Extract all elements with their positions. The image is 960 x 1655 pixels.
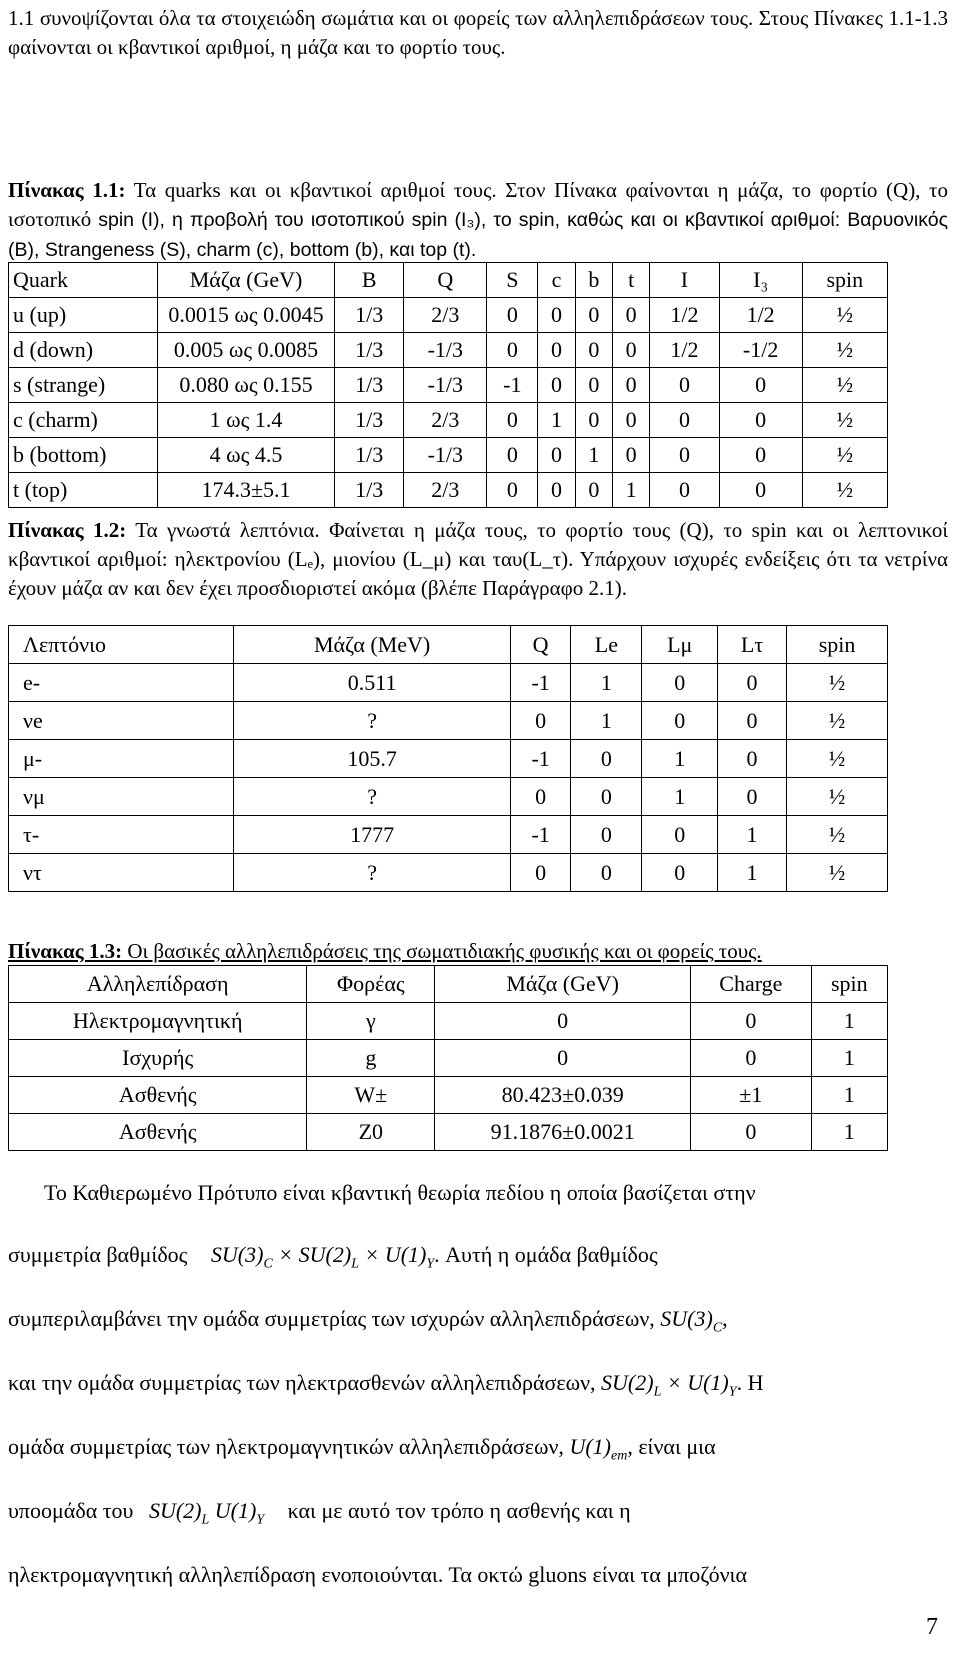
table-cell: 0 <box>650 368 719 403</box>
table-cell: 0 <box>650 473 719 508</box>
table-row <box>9 1003 888 1040</box>
body-line-5 <box>8 1434 716 1464</box>
table-cell: 0 <box>435 1003 691 1040</box>
header-cell: Charge <box>691 966 812 1003</box>
table-cell: Ασθενής <box>9 1114 307 1151</box>
table-cell: 1/3 <box>335 438 404 473</box>
table-cell: 0 <box>691 1040 812 1077</box>
table-cell: W± <box>307 1077 435 1114</box>
table-cell: ½ <box>802 368 887 403</box>
body-line-2 <box>8 1242 948 1272</box>
table-row <box>9 1077 888 1114</box>
table-cell: 1/2 <box>650 333 719 368</box>
table-cell: 2/3 <box>404 473 487 508</box>
body-line-1: Το Καθιερωμένο Πρότυπο είναι κβαντική θεωρία πεδίου η οποία βασίζεται στην <box>44 1180 756 1205</box>
table-cell: γ <box>307 1003 435 1040</box>
table-cell: 0 <box>538 333 575 368</box>
table-cell: 1 <box>811 1077 887 1114</box>
table-cell: ½ <box>802 333 887 368</box>
header-cell: Λεπτόνιο <box>9 626 234 664</box>
table-cell: 0 <box>612 368 649 403</box>
table3-caption-text: Οι βασικές αλληλεπιδράσεις της σωματιδιακής φυσικής και οι φορείς τους. <box>122 939 762 963</box>
em-group-formula: $U(1)_{em}$ <box>569 1434 628 1464</box>
table-cell: ½ <box>802 473 887 508</box>
table-cell: 1 <box>642 740 718 778</box>
table-cell: e- <box>9 664 234 702</box>
table-cell: 0 <box>487 473 538 508</box>
table-cell: 0 <box>487 438 538 473</box>
table-cell: 1/3 <box>335 403 404 438</box>
header-cell: Φορέας <box>307 966 435 1003</box>
table-cell: 0 <box>612 438 649 473</box>
table-cell: ½ <box>802 438 887 473</box>
header-cell: Lτ <box>718 626 787 664</box>
table3-caption-label: Πίνακας 1.3: <box>8 939 123 963</box>
table-cell: 0 <box>719 403 802 438</box>
table-cell: νμ <box>9 778 234 816</box>
table-cell: -1/2 <box>719 333 802 368</box>
table-cell: 91.1876±0.0021 <box>435 1114 691 1151</box>
table-cell: u (up) <box>9 298 158 333</box>
table-cell: 105.7 <box>234 740 511 778</box>
header-cell: I <box>650 263 719 298</box>
table-cell: 1 <box>571 702 642 740</box>
table-cell: 0 <box>487 333 538 368</box>
table-cell: 1 <box>718 854 787 892</box>
table-cell: 0.0015 ως 0.0045 <box>158 298 335 333</box>
table-cell: 4 ως 4.5 <box>158 438 335 473</box>
header-cell: t <box>612 263 649 298</box>
subgroup-formula: $SU(2)_L$ $U(1)_Y$ <box>148 1498 265 1528</box>
table-cell: -1 <box>487 368 538 403</box>
table-cell: -1/3 <box>404 333 487 368</box>
header-cell: Q <box>404 263 487 298</box>
body-line-7: ηλεκτρομαγνητική αλληλεπίδραση ενοποιούνται. Τα οκτώ gluons είναι τα μποζόνια <box>8 1562 747 1587</box>
table-cell: 1/2 <box>719 298 802 333</box>
table-cell: 0 <box>719 438 802 473</box>
table-cell: ½ <box>802 298 887 333</box>
header-cell: spin <box>802 263 887 298</box>
table-cell: 1 <box>718 816 787 854</box>
table-cell: 0 <box>575 368 612 403</box>
table-row <box>9 403 888 438</box>
table-row <box>9 1040 888 1077</box>
table-cell: 0.080 ως 0.155 <box>158 368 335 403</box>
header-cell: Q <box>510 626 570 664</box>
table-cell: ? <box>234 702 511 740</box>
table2-caption-label: Πίνακας 1.2: <box>8 518 127 542</box>
table-cell: -1/3 <box>404 438 487 473</box>
table-cell: Ασθενής <box>9 1077 307 1114</box>
body-line-4 <box>8 1370 763 1400</box>
header-cell: Quark <box>9 263 158 298</box>
table-cell: -1 <box>510 816 570 854</box>
table-cell: ½ <box>787 702 888 740</box>
table-cell: 0 <box>718 664 787 702</box>
table2-caption-text: Τα γνωστά λεπτόνια. Φαίνεται η μάζα τους, το φορτίο τους (Q), το spin και οι λεπτονικοί κβαντικοί αριθμοί: ηλεκτρονίου (Lₑ), μιονίου (L_μ) και ταυ(L_τ). Υπάρχουν ισχυρές ενδείξεις ότι τα νετρίνα έχουν μάζα αν και δεν έχει προσδιοριστεί ακόμα (βλέπε Παράγραφο 2.1). <box>8 518 948 600</box>
header-cell: Μάζα (GeV) <box>158 263 335 298</box>
table-cell: b (bottom) <box>9 438 158 473</box>
body-text: και με αυτό τον τρόπο η ασθενής και η <box>287 1498 631 1523</box>
table-cell: 1/3 <box>335 473 404 508</box>
table-cell: 2/3 <box>404 298 487 333</box>
table-cell: 0 <box>575 473 612 508</box>
table-cell: 0 <box>642 816 718 854</box>
header-cell: Lμ <box>642 626 718 664</box>
table-cell: 2/3 <box>404 403 487 438</box>
table-cell: t (top) <box>9 473 158 508</box>
table-cell: 1/3 <box>335 298 404 333</box>
table-cell: 0 <box>718 778 787 816</box>
header-cell: Μάζα (MeV) <box>234 626 511 664</box>
table-cell: 0 <box>538 438 575 473</box>
table-cell: 0 <box>718 702 787 740</box>
table-cell: Ηλεκτρομαγνητική <box>9 1003 307 1040</box>
table-cell: s (strange) <box>9 368 158 403</box>
table-cell: 0 <box>538 298 575 333</box>
table-cell: 0 <box>642 664 718 702</box>
table-cell: 1 <box>571 664 642 702</box>
table-header-row <box>9 966 888 1003</box>
table-row <box>9 778 888 816</box>
table-cell: 0 <box>538 473 575 508</box>
interactions-table <box>8 965 888 1151</box>
body-text: υποομάδα του <box>8 1498 134 1523</box>
body-text: και την ομάδα συμμετρίας των ηλεκτρασθενών αλληλεπιδράσεων, <box>8 1370 596 1395</box>
page-number: 7 <box>926 1614 938 1640</box>
table-row <box>9 816 888 854</box>
table-cell: 0 <box>538 368 575 403</box>
table-cell: 0 <box>510 778 570 816</box>
table-cell: 0 <box>571 778 642 816</box>
table-cell: -1 <box>510 740 570 778</box>
table3-caption <box>8 937 948 966</box>
table-header-row <box>9 263 888 298</box>
table-cell: ½ <box>787 740 888 778</box>
table-cell: c (charm) <box>9 403 158 438</box>
table-cell: 0 <box>642 854 718 892</box>
table1-caption-label: Πίνακας 1.1: <box>8 178 126 202</box>
table-cell: -1/3 <box>404 368 487 403</box>
table-row <box>9 664 888 702</box>
quarks-table <box>8 262 888 508</box>
table-cell: 1 <box>811 1040 887 1077</box>
table-cell: 0 <box>571 816 642 854</box>
table-cell: 0 <box>435 1040 691 1077</box>
table-cell: 0 <box>571 854 642 892</box>
table-cell: 0 <box>510 854 570 892</box>
body-text: . Η <box>736 1370 764 1395</box>
table-cell: 0 <box>575 403 612 438</box>
table-cell: μ- <box>9 740 234 778</box>
table-cell: 0 <box>650 403 719 438</box>
body-text: συμπεριλαμβάνει την ομάδα συμμετρίας των ισχυρών αλληλεπιδράσεων, <box>8 1306 655 1331</box>
table-cell: 1 <box>612 473 649 508</box>
header-cell: b <box>575 263 612 298</box>
table-cell: 0 <box>510 702 570 740</box>
table-row <box>9 702 888 740</box>
table-cell: 0 <box>612 403 649 438</box>
table-cell: 0.005 ως 0.0085 <box>158 333 335 368</box>
table-cell: 0 <box>487 403 538 438</box>
header-cell: spin <box>787 626 888 664</box>
table-cell: 0 <box>487 298 538 333</box>
header-cell: I₃ <box>719 263 802 298</box>
table-cell: -1 <box>510 664 570 702</box>
leptons-table <box>8 625 888 892</box>
table-cell: 1/3 <box>335 368 404 403</box>
table-row <box>9 473 888 508</box>
table-cell: 1 <box>811 1003 887 1040</box>
table-cell: d (down) <box>9 333 158 368</box>
table-cell: 0 <box>571 740 642 778</box>
table-row <box>9 368 888 403</box>
table-cell: 1 <box>538 403 575 438</box>
table-cell: 0 <box>612 298 649 333</box>
table-cell: Ισχυρής <box>9 1040 307 1077</box>
body-text: . Αυτή η ομάδα βαθμίδος <box>434 1242 658 1267</box>
table-row <box>9 854 888 892</box>
body-text: συμμετρία βαθμίδος <box>8 1242 188 1267</box>
header-cell: c <box>538 263 575 298</box>
table-cell: ½ <box>787 778 888 816</box>
gauge-group-formula: $SU(3)_C \times SU(2)_L \times U(1)_Y$ <box>210 1242 435 1272</box>
table-cell: 174.3±5.1 <box>158 473 335 508</box>
table-header-row <box>9 626 888 664</box>
table-cell: 0 <box>691 1114 812 1151</box>
table-cell: 0 <box>718 740 787 778</box>
table-cell: ½ <box>802 403 887 438</box>
table-cell: ντ <box>9 854 234 892</box>
table-cell: ? <box>234 854 511 892</box>
table-cell: 0 <box>575 333 612 368</box>
intro-paragraph: 1.1 συνοψίζονται όλα τα στοιχειώδη σωμάτια και οι φορείς των αλληλεπιδράσεων τους. Στους Πίνακες 1.1-1.3 φαίνονται οι κβαντικοί αριθμοί, η μάζα και το φορτίο τους. <box>8 6 948 59</box>
table-cell: τ- <box>9 816 234 854</box>
table-row <box>9 298 888 333</box>
table-cell: 1777 <box>234 816 511 854</box>
header-cell: spin <box>811 966 887 1003</box>
table2-caption <box>8 516 948 603</box>
table-cell: g <box>307 1040 435 1077</box>
body-line-3: συμπεριλαμβάνει την ομάδα συμμετρίας των ισχυρών αλληλεπιδράσεων, $SU(3)_C$, <box>8 1306 728 1336</box>
header-cell: Le <box>571 626 642 664</box>
table-cell: 1/2 <box>650 298 719 333</box>
table-row <box>9 438 888 473</box>
header-cell: Αλληλεπίδραση <box>9 966 307 1003</box>
table-cell: Z0 <box>307 1114 435 1151</box>
body-line-6 <box>8 1498 631 1528</box>
table-cell: 80.423±0.039 <box>435 1077 691 1114</box>
body-text: , είναι μια <box>627 1434 716 1459</box>
table-cell: ±1 <box>691 1077 812 1114</box>
table-cell: 1 <box>575 438 612 473</box>
table-cell: ½ <box>787 854 888 892</box>
table-cell: 1 <box>642 778 718 816</box>
table-cell: 1 ως 1.4 <box>158 403 335 438</box>
table1-caption-text: Τα quarks και οι κβαντικοί αριθμοί τους. Στον Πίνακα φαίνονται η μάζα, το φορτίο (Q), το ισοτοπικό <box>8 178 948 231</box>
table-row <box>9 1114 888 1151</box>
table-cell: 1/3 <box>335 333 404 368</box>
table-cell: ? <box>234 778 511 816</box>
table-row <box>9 333 888 368</box>
table-cell: ½ <box>787 816 888 854</box>
table-cell: 0.511 <box>234 664 511 702</box>
body-text: ομάδα συμμετρίας των ηλεκτρομαγνητικών αλληλεπιδράσεων, <box>8 1434 564 1459</box>
header-cell: S <box>487 263 538 298</box>
table-cell: 0 <box>575 298 612 333</box>
table-cell: 0 <box>719 368 802 403</box>
table1-caption <box>8 176 948 265</box>
electroweak-group-formula: $SU(2)_L \times U(1)_Y$ <box>601 1370 737 1400</box>
table-cell: 0 <box>719 473 802 508</box>
table-cell: 0 <box>612 333 649 368</box>
header-cell: Μάζα (GeV) <box>435 966 691 1003</box>
table-cell: 1 <box>811 1114 887 1151</box>
table-row <box>9 740 888 778</box>
table-cell: 0 <box>691 1003 812 1040</box>
table-cell: ½ <box>787 664 888 702</box>
header-cell: B <box>335 263 404 298</box>
table-cell: 0 <box>642 702 718 740</box>
strong-group-formula: $SU(3)_C$ <box>660 1306 723 1336</box>
table1-caption-sans: spin (I), η προβολή του ισοτοπικού spin (I₃), το spin, καθώς και οι κβαντικοί αριθμοί: Βαρυονικός (B), Strangeness (S), charm (c), bottom (b), και top (t). <box>8 209 948 261</box>
table-cell: νe <box>9 702 234 740</box>
table-cell: 0 <box>650 438 719 473</box>
